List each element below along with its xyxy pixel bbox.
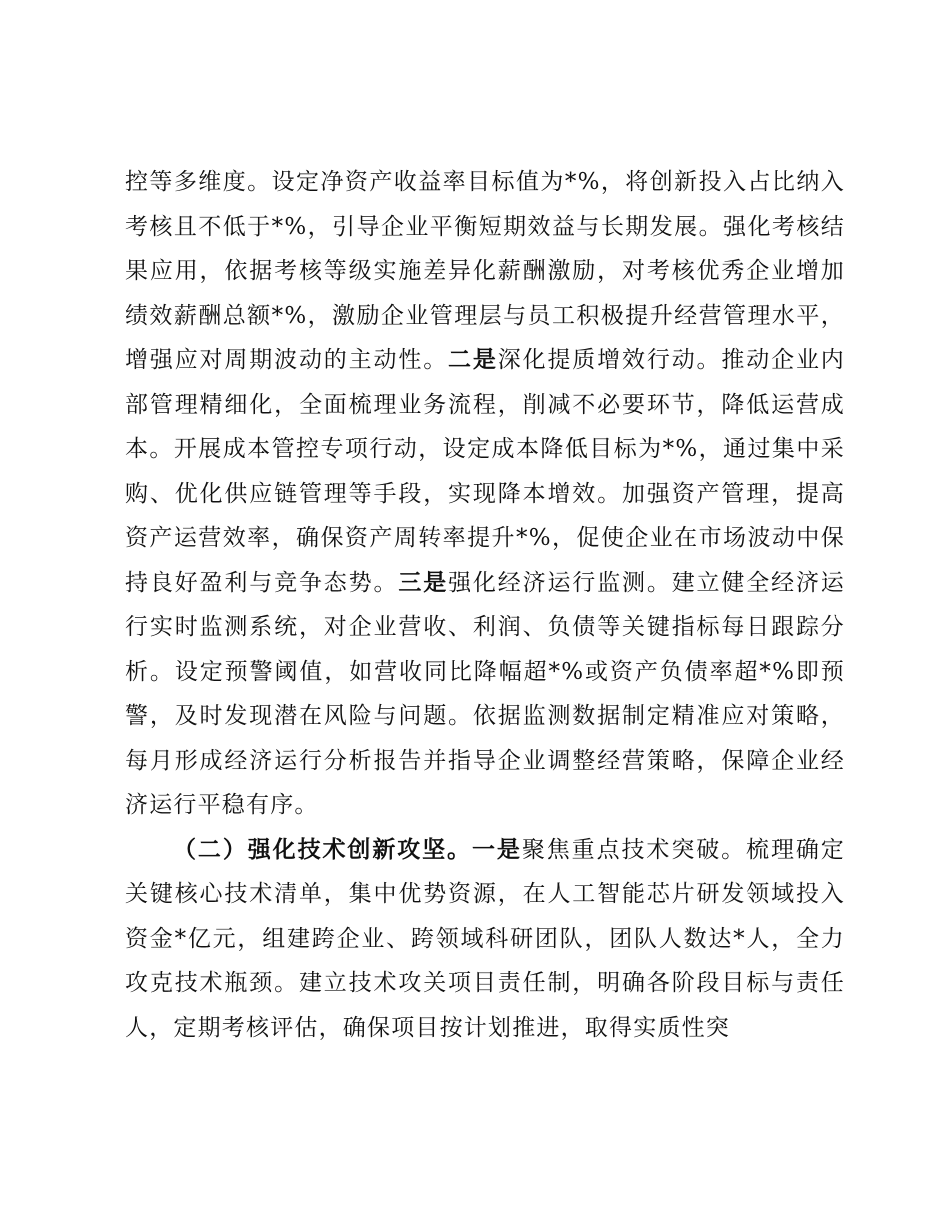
body-text — [125, 160, 845, 1050]
paragraph1-bold-third: 三是 — [398, 569, 449, 596]
section-heading: （二）强化技术创新攻坚。 — [173, 836, 472, 863]
paragraph1-segment1: 控等多维度。设定净资产收益率目标值为*%，将创新投入占比纳入考核且不低于*%，引导企业平衡短期效益与长期发展。强化考核结果应用，依据考核等级实施差异化薪酬激励，对考核优秀企业增加绩效薪酬总额*%，激励企业管理层与员工积极提升经营管理水平，增强应对周期波动的主动性。 — [125, 169, 845, 373]
paragraph1-bold-second: 二是 — [448, 347, 498, 373]
paragraph2-segment1: 聚焦重点技术突破。梳理确定关键核心技术清单，集中优势资源，在人工智能芯片研发领域投入资金*亿元，组建跨企业、跨领域科研团队，团队人数达*人，全力攻克技术瓶颈。建立技术攻关项目责任制，明确各阶段目标与责任人，定期考核评估，确保项目按计划推进，取得实质性突 — [125, 836, 846, 1041]
paragraph-tech-innovation — [125, 828, 845, 1051]
paragraph1-segment2: 深化提质增效行动。推动企业内部管理精细化，全面梳理业务流程，削减不必要环节，降低运营成本。开展成本管控专项行动，设定成本降低目标为*%，通过集中采购、优化供应链管理等手段，实现降本增效。加强资产管理，提高资产运营效率，确保资产周转率提升*%，促使企业在市场波动中保持良好盈利与竞争态势。 — [125, 347, 845, 596]
paragraph2-bold-first: 一是 — [471, 836, 522, 863]
paragraph-performance-assessment — [125, 160, 845, 828]
paragraph1-segment3: 强化经济运行监测。建立健全经济运行实时监测系统，对企业营收、利润、负债等关键指标每日跟踪分析。设定预警阈值，如营收同比降幅超*%或资产负债率超*%即预警，及时发现潜在风险与问题。依据监测数据制定精准应对策略，每月形成经济运行分析报告并指导企业调整经营策略，保障企业经济运行平稳有序。 — [125, 569, 846, 818]
